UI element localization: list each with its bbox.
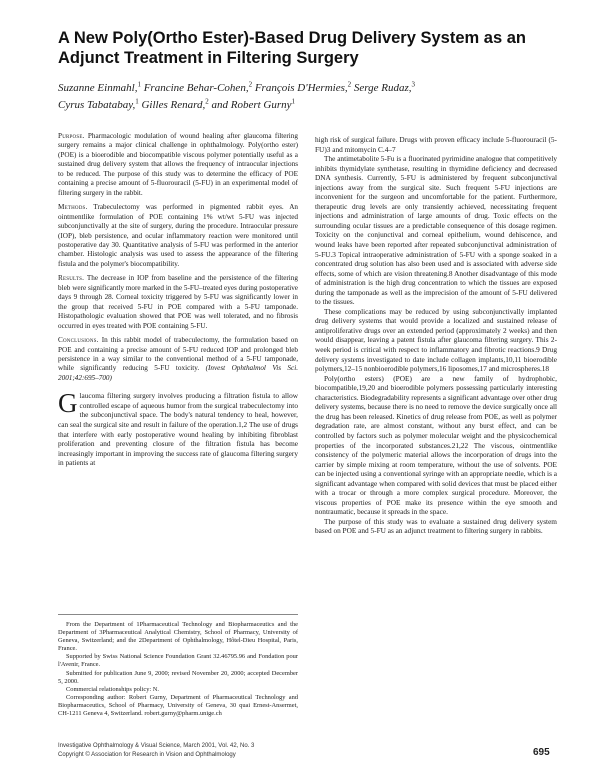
footnote-correspondence: Corresponding author: Robert Gurny, Department of Pharmaceutical Technology and Biopharmaceutics, School of Pharmacy, University of Geneva, 30 quai Ernest-Ansermet, CH-1211 Geneva 4, Switzerland. robert.gurny@pharm.unige.ch	[58, 693, 298, 718]
body-paragraph: Poly(ortho esters) (POE) are a new family of hydrophobic, biocompatible,19,20 and bioerodible polymers possessing particularly interesting characteristics. Biodegradability represents a significant advantage over other drug delivery systems, because there is no need to remove the device surgically once all the drug has been released. Kinetics of drug release from POE, as well as polymer degradation rate, are almost constant, without any burst effect, and can be controlled by factors such as polymer molecular weight and the physicochemical properties of the incorporated substances.21,22 The viscous, ointmentlike consistency of the polymeric material allows the incorporation of drugs into the carrier by simple mixing at room temperature, without the use of solvents. POE can be injected using a conventional syringe with an appropriate needle, which is a significant advantage when compared with solid devices that must be placed either with a trocar or through a more complex surgical procedure. Moreover, the viscous properties of POE make its presence within the eye smooth and nontraumatic, because it spreads in the space.	[315, 373, 557, 517]
abstract-purpose: Purpose. Pharmacologic modulation of wound healing after glaucoma filtering surgery remains a major clinical challenge in ophthalmology. Poly(ortho ester) (POE) is a bioerodible and biocompatible viscous polymer potentially useful as a sustained drug delivery system that allows the frequency of intraocular injections to be reduced. The purpose of this study was to determine the efficacy of POE containing a precise amount of 5-fluorouracil (5-FU) in an experimental model of filtering surgery in the rabbit.	[58, 132, 298, 197]
footnote-affiliations: From the Department of 1Pharmaceutical Technology and Biopharmaceutics and the Department of 3Pharmaceutical Analytical Chemistry, School of Pharmacy, University of Geneva, Switzerland; and the 2Department of Ophthalmology, Hôtel-Dieu Hospital, Paris, France.	[58, 621, 298, 653]
footnotes	[58, 614, 298, 718]
page-number: 695	[533, 747, 550, 758]
journal-info: Investigative Ophthalmology & Visual Science, March 2001, Vol. 42, No. 3	[58, 743, 255, 749]
left-column	[58, 132, 298, 468]
author-name: Suzanne Einmahl,	[58, 82, 138, 94]
footnote-relationships: Commercial relationships policy: N.	[66, 685, 160, 693]
section-label: Conclusions.	[58, 336, 99, 345]
drop-cap: G	[58, 388, 78, 419]
introduction-start	[58, 388, 298, 468]
citation: (Invest Ophthalmol Vis Sci. 2001;42:695–700)	[58, 364, 298, 382]
affiliation-mark: 2	[347, 80, 352, 89]
author-name: François D'Hermies,	[252, 82, 348, 94]
footnote-funding: Supported by Swiss National Science Foundation Grant 32.46795.96 and Fondation pour l'Avenir, France.	[58, 653, 298, 669]
abstract-results: Results. The decrease in IOP from baseline and the persistence of the filtering bleb were significantly more marked in the 5-FU–treated eyes during postoperative days 9 through 28. Corneal toxicity triggered by 5-FU was significantly lower in the group that received 5-FU in POE compared with a 5-FU tamponade. Histopathologic evaluation showed that POE was well tolerated, and no fibrosis occurred in eyes treated with POE containing 5-FU.	[58, 274, 298, 330]
author-name: and Robert Gurny	[208, 99, 292, 111]
author-list	[58, 80, 538, 114]
affiliation-mark: 3	[411, 80, 416, 89]
author-name: Serge Rudaz,	[351, 82, 412, 94]
copyright-line: Copyright © Association for Research in Vision and Ophthalmology	[58, 751, 236, 758]
abstract	[58, 132, 298, 383]
abstract-methods: Methods. Trabeculectomy was performed in pigmented rabbit eyes. An ointmentlike formulation of POE containing 1% wt/wt 5-FU was injected subconjunctivally at the site of surgery, during the procedure. Intraocular pressure (IOP), bleb persistence, and ocular inflammatory reaction were monitored until postoperative day 30. Quantitative analysis of 5-FU was performed in the anterior chamber. Histologic analysis was used to assess the appearance of the filtering fistula and the polymer's biocompatibility.	[58, 203, 298, 268]
right-column	[315, 135, 557, 536]
author-name: Cyrus Tabatabay,	[58, 99, 136, 111]
section-label: Methods.	[58, 203, 88, 212]
article-title: A New Poly(Ortho Ester)-Based Drug Delivery System as an Adjunct Treatment in Filtering Surgery	[58, 29, 526, 67]
abstract-conclusions: Conclusions. In this rabbit model of trabeculectomy, the formulation based on POE and containing a precise amount of 5-FU reduced IOP and prolonged bleb persistence in a way similar to the conventional method of a 5-FU tamponade, while significantly reducing 5-FU toxicity. (Invest Ophthalmol Vis Sci. 2001;42:695–700)	[58, 336, 298, 382]
body-paragraph: The purpose of this study was to evaluate a sustained drug delivery system based on POE and 5-FU as an adjunct treatment to filtering surgery in rabbits.	[315, 516, 557, 536]
affiliation-mark: 2	[205, 97, 209, 106]
body-paragraph: These complications may be reduced by using subconjunctivally implanted drug delivery systems that would provide a localized and sustained release of antiproliferative drugs over an extended period (approximately 2 weeks) and then would disappear, leaving a patent fistula after glaucoma filtering surgery. This 2-week period is critical with respect to inflammatory and fibrotic reactions.9 Drug delivery systems investigated to date include collagen implants,10,11 bioerodible polymers,12–15 nonbioerodible polymers,16 liposomes,17 and microspheres.18	[315, 306, 557, 374]
body-paragraph: The antimetabolite 5-Fu is a fluorinated pyrimidine analogue that competitively inhibits thymidylate synthetase, resulting in thymidine deficiency and decreased DNA synthesis. Currently, 5-FU is administered by frequent subconjunctival injections away from the surgical site. Such frequent 5-FU injections are inconvenient for the surgeon and uncomfortable for the patient. Furthermore, therapeutic drug levels are only transiently achieved, necessitating frequent injections and administration of large amounts of drug. Toxic effects on the surrounding ocular tissues are a predictable consequence of this dosage regimen. Toxicity on the conjunctival and corneal epithelium, wound dehiscence, and wound leaks have been reported after repeated subconjunctival administration of 5-FU.3 Topical intraoperative administration of 5-FU with a sponge soaked in a concentrated drug solution has also been used and is associated with adverse side effects, some of which are vision threatening.8 Another disadvantage of this mode of administration is the high drug concentration to which the tissues are exposed during the tamponade as well as the imprecision of the amount of 5-FU delivered to the tissues.	[315, 154, 557, 307]
affiliation-mark: 1	[135, 97, 139, 106]
section-label: Purpose.	[58, 132, 85, 140]
footnote-divider	[58, 614, 298, 615]
journal-footer	[58, 742, 254, 759]
author-name: Francine Behar-Cohen,	[140, 82, 249, 94]
body-paragraph: high risk of surgical failure. Drugs with proven efficacy include 5-fluorouracil (5-FU)3 and mitomycin C.4–7	[315, 135, 557, 154]
footnote-dates: Submitted for publication June 9, 2000; revised November 20, 2000; accepted December 5, 2000.	[58, 669, 298, 685]
affiliation-mark: 1	[137, 80, 141, 89]
affiliation-mark: 2	[248, 80, 253, 89]
affiliation-mark: 1	[291, 97, 296, 106]
section-label: Results.	[58, 274, 85, 283]
author-name: Gilles Renard,	[138, 99, 206, 111]
body-paragraph: Glaucoma filtering surgery involves producing a filtration fistula to allow controlled escape of aqueous humor from the surgical trabeculectomy into the subconjunctival space. The body's natural tendency to heal, however, can seal the surgical site and result in failure of the operation.1,2 The use of drugs that interfere with early postoperative wound healing by inhibiting fibroblast proliferation and preventing closure of the filtration fistula has become increasingly important in improving the success rate of glaucoma filtering surgery in patients at	[58, 388, 298, 468]
